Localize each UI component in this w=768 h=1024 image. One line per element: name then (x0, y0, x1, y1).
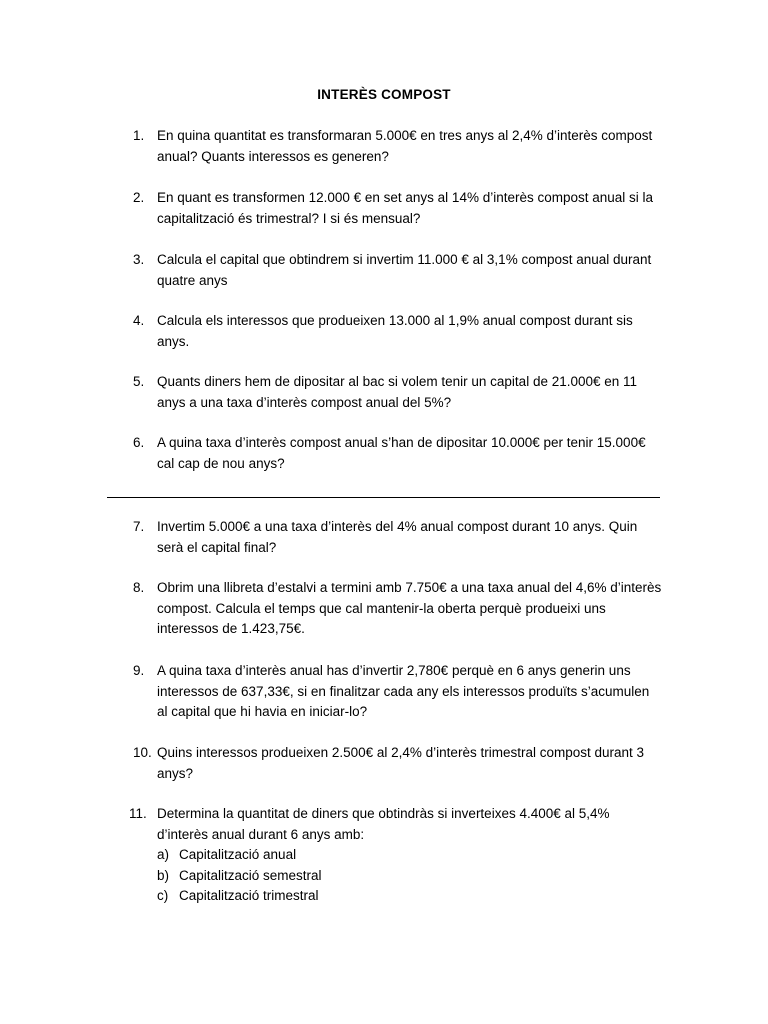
question-number: 4. (133, 313, 145, 328)
question-11 (129, 804, 663, 845)
subitem-letter: a) (157, 847, 170, 862)
subitem-a (157, 845, 296, 866)
question-9 (133, 661, 663, 723)
question-text: En quina quantitat es transformaran 5.000€ en tres anys al 2,4% d’interès compost anual? Quants interessos es generen? (157, 128, 653, 164)
subitem-text: Capitalització anual (179, 847, 297, 862)
question-text: Invertim 5.000€ a una taxa d’interès del 4% anual compost durant 10 anys. Quin serà el capital final? (157, 519, 638, 555)
section-divider (107, 497, 660, 498)
question-number: 2. (133, 190, 145, 205)
question-1 (133, 126, 663, 167)
page-title: INTERÈS COMPOST (317, 87, 451, 102)
question-7 (133, 517, 663, 558)
question-text: A quina taxa d’interès anual has d’invertir 2,780€ perquè en 6 anys generin uns interessos de 637,33€, si en finalitzar cada any els interessos produïts s’acumulen al capital que hi havia en iniciar-lo? (157, 663, 650, 719)
question-10 (133, 743, 663, 784)
question-5 (133, 372, 663, 413)
question-text: Obrim una llibreta d’estalvi a termini amb 7.750€ a una taxa anual del 4,6% d’interès compost. Calcula el temps que cal mantenir-la oberta perquè produeixi uns interessos de 1.423,75€. (157, 580, 662, 636)
question-number: 9. (133, 663, 145, 678)
question-2 (133, 188, 663, 229)
question-4 (133, 311, 663, 352)
question-text: Calcula els interessos que produeixen 13.000 al 1,9% anual compost durant sis anys. (157, 313, 633, 349)
question-number: 1. (133, 128, 145, 143)
question-number: 10. (133, 745, 152, 760)
question-number: 7. (133, 519, 145, 534)
subitem-c (157, 886, 319, 907)
subitem-letter: b) (157, 868, 170, 883)
subitem-text: Capitalització semestral (179, 868, 322, 883)
question-text: Determina la quantitat de diners que obtindràs si inverteixes 4.400€ al 5,4% d’interès anual durant 6 anys amb: (157, 806, 610, 842)
question-number: 8. (133, 580, 145, 595)
question-number: 11. (129, 806, 147, 821)
question-6 (133, 433, 663, 474)
question-text: Quins interessos produeixen 2.500€ al 2,4% d’interès trimestral compost durant 3 anys? (157, 745, 645, 781)
question-text: Quants diners hem de dipositar al bac si volem tenir un capital de 21.000€ en 11 anys a una taxa d’interès compost anual del 5%? (157, 374, 638, 410)
question-number: 3. (133, 252, 145, 267)
subitem-letter: c) (157, 888, 169, 903)
question-3 (133, 250, 663, 291)
question-number: 5. (133, 374, 145, 389)
question-text: A quina taxa d’interès compost anual s’han de dipositar 10.000€ per tenir 15.000€ cal cap de nou anys? (157, 435, 646, 471)
question-number: 6. (133, 435, 145, 450)
question-text: En quant es transformen 12.000 € en set anys al 14% d’interès compost anual si la capitalització és trimestral? I si és mensual? (157, 190, 654, 226)
question-8 (133, 578, 663, 640)
subitem-b (157, 866, 322, 887)
subitem-text: Capitalització trimestral (179, 888, 319, 903)
question-text: Calcula el capital que obtindrem si invertim 11.000 € al 3,1% compost anual durant quatre anys (157, 252, 652, 288)
